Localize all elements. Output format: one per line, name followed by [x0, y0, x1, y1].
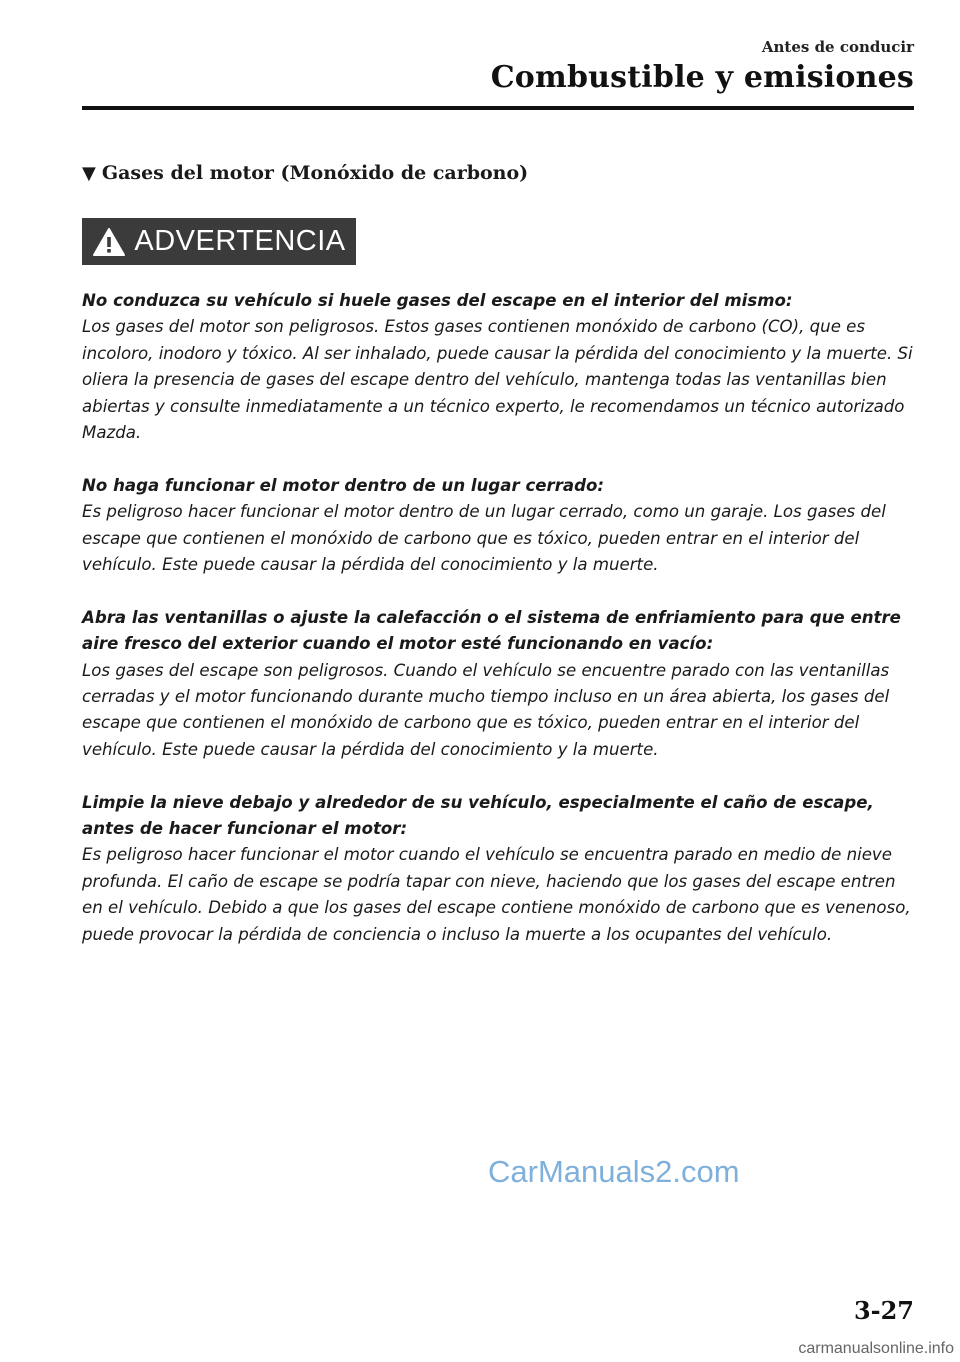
- warning-block-body: Los gases del motor son peligrosos. Estos gases contienen monóxido de carbono (CO), que es incoloro, inodoro y tóxico. Al ser inhalado, puede causar la pérdida del conocimiento y la muerte. Si oliera la presencia de gases del escape dentro del vehículo, mantenga todas las ventanillas bien abiertas y consulte inmediatamente a un técnico experto, le recomendamos un técnico autorizado Mazda.: [82, 317, 913, 443]
- warning-block-title: Abra las ventanillas o ajuste la calefacción o el sistema de enfriamiento para que entre aire fresco del exterior cuando el motor esté funcionando en vacío:: [82, 607, 901, 654]
- warning-block-body: Los gases del escape son peligrosos. Cuando el vehículo se encuentre parado con las ventanillas cerradas y el motor funcionando durante mucho tiempo incluso en un área abierta, los gases del escape que contienen el monóxido de carbono que es tóxico, pueden entrar en el interior del vehículo. Este puede causar la pérdida del conocimiento y la muerte.: [82, 660, 890, 759]
- warning-block-title: No conduzca su vehículo si huele gases del escape en el interior del mismo:: [82, 291, 793, 310]
- triangle-down-icon: ▼: [82, 162, 96, 184]
- warning-content: [82, 288, 914, 975]
- page-number: 3-27: [853, 1296, 914, 1325]
- section-title: Combustible y emisiones: [490, 60, 914, 95]
- warning-block: [82, 790, 914, 948]
- warning-block-body: Es peligroso hacer funcionar el motor dentro de un lugar cerrado, como un garaje. Los gases del escape que contienen el monóxido de carbono que es tóxico, pueden entrar en el interior del vehículo. Este puede causar la pérdida del conocimiento y la muerte.: [82, 502, 886, 575]
- chapter-title: Antes de conducir: [761, 38, 914, 56]
- subsection-heading-text: Gases del motor (Monóxido de carbono): [101, 162, 529, 184]
- exclamation-triangle-icon: [92, 227, 126, 257]
- header-divider: [82, 106, 914, 110]
- warning-block: [82, 288, 914, 446]
- watermark: CarManuals2.com: [488, 1154, 740, 1189]
- warning-block-title: No haga funcionar el motor dentro de un lugar cerrado:: [82, 475, 605, 495]
- warning-block: [82, 473, 914, 579]
- warning-badge: [82, 218, 356, 265]
- subsection-heading: [82, 162, 528, 184]
- warning-block-title: Limpie la nieve debajo y alrededor de su vehículo, especialmente el caño de escape, antes de hacer funcionar el motor:: [82, 792, 874, 839]
- warning-block-body: Es peligroso hacer funcionar el motor cuando el vehículo se encuentra parado en medio de nieve profunda. El caño de escape se podría tapar con nieve, haciendo que los gases del escape entren en el vehículo. Debido a que los gases del escape contiene monóxido de carbono que es venenoso, puede provocar la pérdida de conciencia o incluso la muerte a los ocupantes del vehículo.: [82, 845, 911, 944]
- footer-url[interactable]: carmanualsonline.info: [798, 1340, 954, 1357]
- warning-block: [82, 605, 914, 763]
- warning-label: ADVERTENCIA: [134, 225, 346, 257]
